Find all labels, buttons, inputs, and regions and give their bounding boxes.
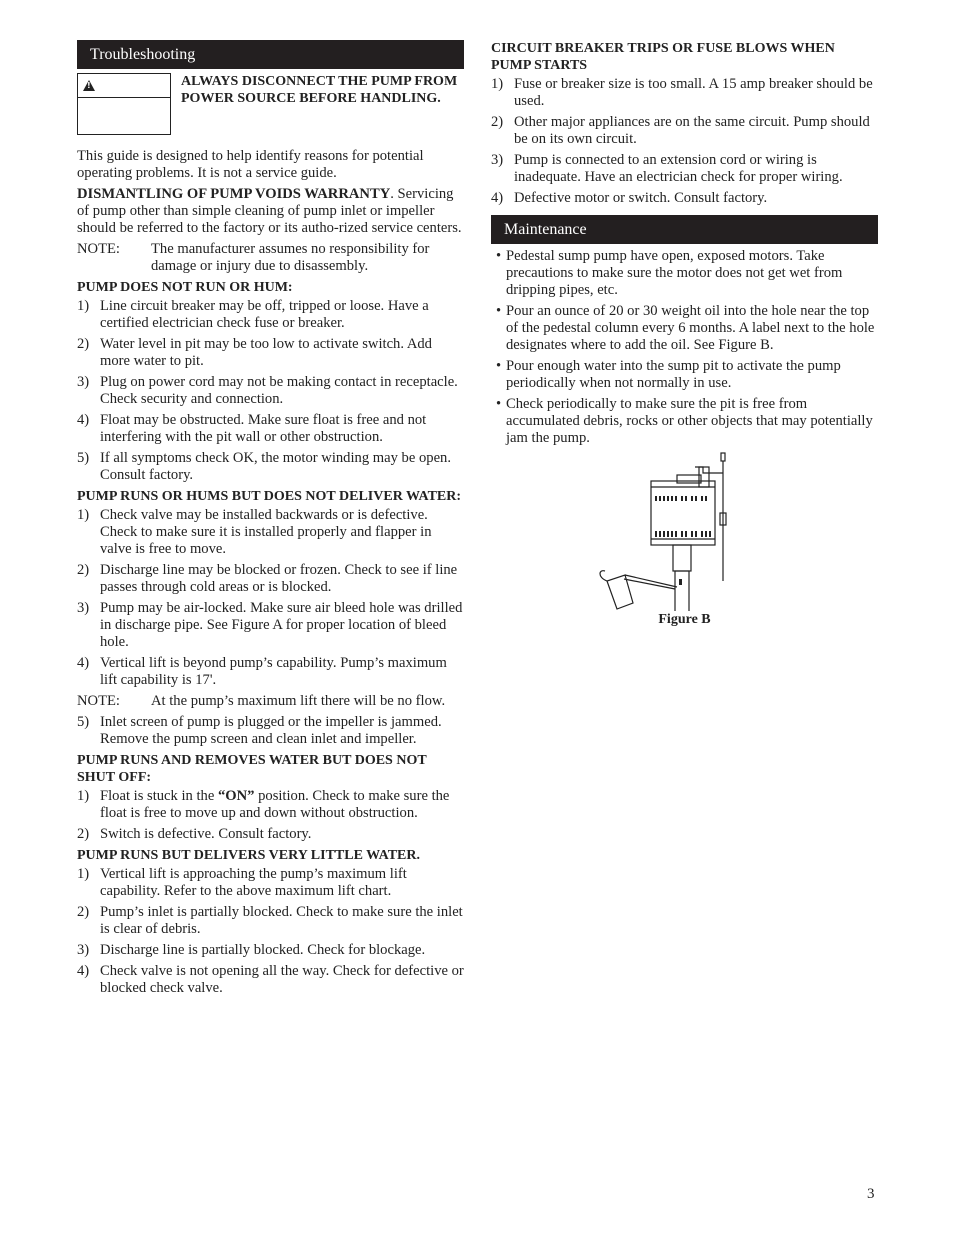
list-item: • Pour enough water into the sump pit to activate the pump periodically when not normally in use. bbox=[495, 358, 841, 391]
maintenance-list bbox=[491, 248, 878, 447]
list-item: 5) If all symptoms check OK, the motor winding may be open. Consult factory. bbox=[77, 450, 451, 483]
right-column bbox=[491, 40, 878, 628]
list-item: • Pedestal sump pump have open, exposed motors. Take precautions to make sure the motor does not get wet from dripping pipes, etc. bbox=[495, 248, 843, 298]
list-item: 1) Float is stuck in the “ON” position. Check to make sure the float is free to move up and down without obstruction. bbox=[77, 788, 450, 821]
troubleshooting-title: Troubleshooting bbox=[77, 40, 464, 69]
list-no-run bbox=[77, 298, 464, 484]
list-item: 2) Switch is defective. Consult factory. bbox=[77, 826, 312, 842]
list-item: 1) Line circuit breaker may be off, tripped or loose. Have a certified electrician check fuse or breaker. bbox=[77, 298, 429, 331]
list-no-deliver-continued bbox=[77, 714, 464, 748]
intro-paragraph-2 bbox=[77, 186, 464, 237]
list-item: 3) Plug on power cord may not be making contact in receptacle. Check security and connection. bbox=[77, 374, 458, 407]
left-column bbox=[77, 40, 464, 1001]
exclamation-icon: ! bbox=[87, 81, 91, 90]
list-item: 4) Float may be obstructed. Make sure float is free and not interfering with the pit wall or other obstruction. bbox=[77, 412, 427, 445]
list-item: 2) Other major appliances are on the same circuit. Pump should be on its own circuit. bbox=[491, 114, 870, 147]
list-item: 5) Inlet screen of pump is plugged or the impeller is jammed. Remove the pump screen and clean inlet and impeller. bbox=[77, 714, 442, 747]
max-lift-note bbox=[77, 693, 464, 710]
warning-block bbox=[77, 73, 464, 135]
figure-caption: Figure B bbox=[658, 612, 711, 627]
list-item: 1) Check valve may be installed backwards or is defective. Check to make sure it is installed properly and flapper in valve is free to move. bbox=[77, 507, 432, 557]
list-circuit bbox=[491, 76, 878, 207]
section-heading-no-run: PUMP DOES NOT RUN OR HUM: bbox=[77, 280, 293, 295]
list-item: 4) Check valve is not opening all the way. Check for defective or blocked check valve. bbox=[77, 963, 464, 996]
section-heading-no-shutoff: PUMP RUNS AND REMOVES WATER BUT DOES NOT SHUT OFF: bbox=[77, 753, 427, 785]
disassembly-note bbox=[77, 241, 464, 275]
list-item: 2) Discharge line may be blocked or frozen. Check to see if line passes through cold areas or is blocked. bbox=[77, 562, 458, 595]
note-label: NOTE: bbox=[77, 693, 120, 709]
pump-oiling-illustration bbox=[595, 451, 735, 611]
maintenance-title: Maintenance bbox=[491, 215, 878, 244]
list-no-shutoff bbox=[77, 788, 464, 843]
list-item: • Pour an ounce of 20 or 30 weight oil into the hole near the top of the pedestal column every 6 months. A label next to the hole designates where to add the oil. See Figure B. bbox=[495, 303, 875, 353]
section-heading-little-water: PUMP RUNS BUT DELIVERS VERY LITTLE WATER. bbox=[77, 848, 420, 863]
intro-paragraph-2-rest: . Servicing of pump other than simple cleaning of pump inlet or impeller should be referred to the factory or its autho-rized service centers. bbox=[77, 186, 462, 236]
section-heading-no-deliver: PUMP RUNS OR HUMS BUT DOES NOT DELIVER WATER: bbox=[77, 489, 462, 504]
note-label: NOTE: bbox=[77, 241, 120, 257]
list-item: 2) Water level in pit may be too low to activate switch. Add more water to pit. bbox=[77, 336, 432, 369]
page-number: 3 bbox=[867, 1186, 875, 1202]
intro-paragraph-1: This guide is designed to help identify reasons for potential operating problems. It is not a service guide. bbox=[77, 148, 424, 181]
list-item: 3) Discharge line is partially blocked. Check for blockage. bbox=[77, 942, 426, 958]
warning-label-box bbox=[77, 73, 171, 135]
warning-text: ALWAYS DISCONNECT THE PUMP FROM POWER SOURCE BEFORE HANDLING. bbox=[181, 74, 458, 106]
list-item: 1) Vertical lift is approaching the pump’s maximum lift capability. Refer to the above maximum lift chart. bbox=[77, 866, 407, 899]
note-text: At the pump’s maximum lift there will be no flow. bbox=[151, 693, 446, 709]
list-item: 2) Pump’s inlet is partially blocked. Check to make sure the inlet is clear of debris. bbox=[77, 904, 463, 937]
warranty-void-text: DISMANTLING OF PUMP VOIDS WARRANTY bbox=[77, 186, 391, 202]
list-item: 3) Pump is connected to an extension cord or wiring is inadequate. Have an electrician check for proper wiring. bbox=[491, 152, 843, 185]
list-item: 4) Vertical lift is beyond pump’s capability. Pump’s maximum lift capability is 17'. bbox=[77, 655, 447, 688]
section-heading-circuit: CIRCUIT BREAKER TRIPS OR FUSE BLOWS WHEN PUMP STARTS bbox=[491, 41, 835, 73]
figure-b bbox=[491, 451, 878, 628]
list-item: • Check periodically to make sure the pit is free from accumulated debris, rocks or other objects that may potentially jam the pump. bbox=[495, 396, 873, 446]
list-no-deliver bbox=[77, 507, 464, 689]
list-item: 3) Pump may be air-locked. Make sure air bleed hole was drilled in discharge pipe. See Figure A for proper location of bleed hole. bbox=[77, 600, 463, 650]
note-text: The manufacturer assumes no responsibility for damage or injury due to disassembly. bbox=[151, 241, 430, 274]
list-little-water bbox=[77, 866, 464, 997]
list-item: 1) Fuse or breaker size is too small. A 15 amp breaker should be used. bbox=[491, 76, 873, 109]
list-item: 4) Defective motor or switch. Consult factory. bbox=[491, 190, 768, 206]
